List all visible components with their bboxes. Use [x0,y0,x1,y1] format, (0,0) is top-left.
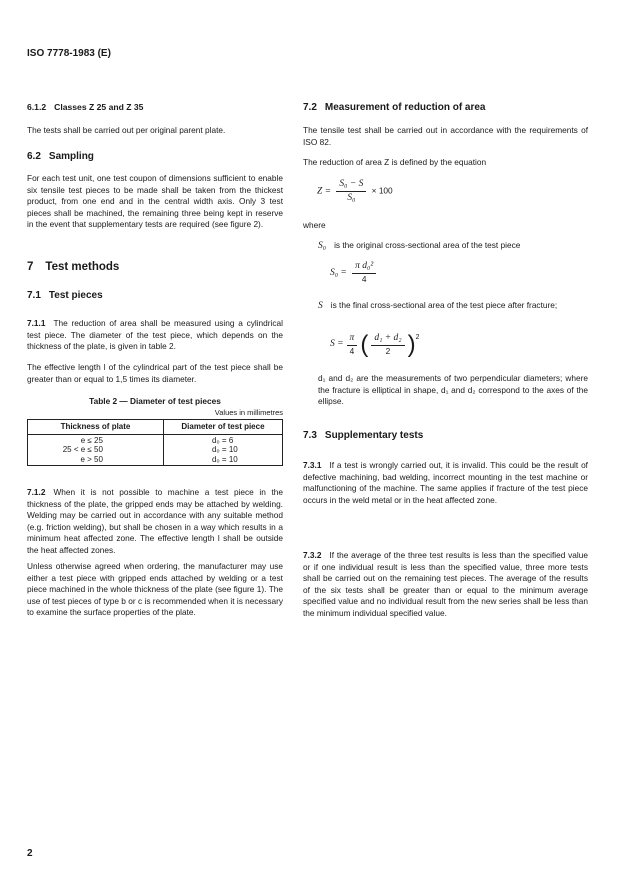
column-header: Thickness of plate [28,420,164,435]
section-title: Supplementary tests [324,430,424,441]
symbol: S [318,301,323,311]
table-cell: d₀ = 6 [211,435,234,445]
denominator: 4 [361,273,367,284]
section-number: 7.2 [303,102,317,113]
section-title: Test pieces [48,290,103,301]
table-units: Values in millimetres [214,408,283,417]
definition-s0 [318,240,588,253]
paragraph: Unless otherwise agreed when ordering, the manufacturer may use either a test piece with gripped ends attached by welding or a test piece machined in the whole thickness of the plate (see figure 1). The use of test pieces of type b or c is recommended when it is necessary to examine the surface properties of the plate. [27,561,283,618]
table-cell: d₀ = 10 [211,445,238,455]
table-title: Table 2 — Diameter of test pieces [89,396,221,406]
table-cell: 25 < e ≤ 50 [62,445,103,455]
section-number: 6.1.2 [27,102,47,112]
paragraph-text: The reduction of area shall be measured using a cylindrical test piece. The diameter of the test piece, which depends on the thickness of the plate, is given in table 2. [27,318,283,352]
definition-text: is the final cross-sectional area of the test piece after fracture; [330,300,558,310]
section-number: 7.1.1 [27,318,46,328]
paragraph-7-1-2 [27,487,283,557]
equation-s0 [330,260,379,285]
section-title: Measurement of reduction of area [324,102,486,113]
heading-7-1 [27,290,103,302]
paragraph-text: If a test is wrongly carried out, it is invalid. This could be the result of defective machining, bad welding, incorrect mounting in the test machine or malfunctioning of the machine. The same applies if fracture of the test piece occurs in the weld metal or in the heat affected zone. [303,460,588,505]
definition-d1-d2: d₁ and d₂ are the measurements of two perpendicular diameters; where the fracture is elliptical in shape, d₁ and d₂ correspond to the axes of the ellipse. [318,373,588,407]
paragraph-7-3-2 [303,550,588,620]
heading-6-1-2 [27,102,143,114]
denominator: S₀ [347,192,356,203]
equation-lhs: S = [330,338,344,349]
section-number: 7 [27,261,34,273]
equation-lhs: S₀ = [330,267,347,278]
section-title: Sampling [48,151,94,162]
section-number: 7.3.2 [303,550,322,560]
table-body [28,434,283,466]
heading-6-2 [27,151,94,163]
section-title: Test methods [45,261,120,273]
diameter-table [27,419,283,466]
equation-reduction-of-area [317,178,393,204]
where-label: where [303,220,326,230]
table-cell: d₀ = 10 [211,454,238,464]
equation-tail: × 100 [371,185,393,196]
heading-7 [27,262,119,274]
paragraph: For each test unit, one test coupon of dimensions sufficient to enable six tensile test pieces to be made shall be taken from the thickest product, from one end and in the central width axis. Only 3 test pieces shall be machined, the remaining three being kept in reserve in the event that supplementary tests are required (see figure 2). [27,173,283,230]
section-title: Classes Z 25 and Z 35 [54,102,144,112]
page-number: 2 [27,848,33,859]
paragraph: The reduction of area Z is defined by the equation [303,157,487,167]
diameter-cells [163,434,282,466]
paragraph-7-3-1 [303,460,588,506]
section-number: 6.2 [27,151,41,162]
definition-s [318,300,588,313]
table-cell: e > 50 [80,454,103,464]
numerator: π [349,333,355,343]
denominator: 4 [349,345,355,356]
exponent: 2 [415,334,420,341]
numerator: d₁ + d₂ [374,333,402,343]
denominator: 2 [385,345,391,356]
section-number: 7.3 [303,430,317,441]
definition-text: is the original cross-sectional area of the test piece [334,240,521,250]
numerator: S₀ − S [339,179,364,189]
equation-lhs: Z = [317,186,332,197]
section-number: 7.1 [27,290,41,301]
heading-7-3 [303,430,423,442]
section-number: 7.3.1 [303,460,322,470]
equation-s: S = $\frac{\pi}{4}$ ( $\frac{\text{d₁ + d₂}}{2}$ ) $^2$ [330,330,420,358]
paragraph-7-1-1 [27,318,283,353]
section-number: 7.1.2 [27,487,46,497]
paragraph: The tensile test shall be carried out in accordance with the requirements of ISO 82. [303,125,588,147]
heading-7-2 [303,102,486,114]
symbol: S₀ [318,241,327,251]
paragraph: The tests shall be carried out per original parent plate. [27,125,226,135]
paragraph-text: If the average of the three test results is less than the specified value or if one individual result is less than the specified value, three more tests shall be carried out on the remaining test pieces. The average of the results of the six tests shall be greater than or equal to the minimum average specified value and no individual result from the new series shall be less than the minimum individual specified value. [303,550,588,618]
column-header: Diameter of test piece [163,420,282,435]
table-cell: e ≤ 25 [80,435,103,445]
paragraph-text: When it is not possible to machine a test piece in the thickness of the plate, the gripped ends may be attached by welding. Welding may be carried out in accordance with any suitable method (e.g. friction welding), but shall be chosen in a way which results in a minimum heat affected zone. The effective length l shall be outside the heat affected zones. [27,487,283,555]
thickness-cells [28,434,164,466]
page-header: ISO 7778-1983 (E) [27,48,111,59]
paragraph: The effective length l of the cylindrical part of the test piece shall be greater than or equal to 1,5 times its diameter. [27,362,283,384]
numerator: π d₀² [355,261,374,271]
